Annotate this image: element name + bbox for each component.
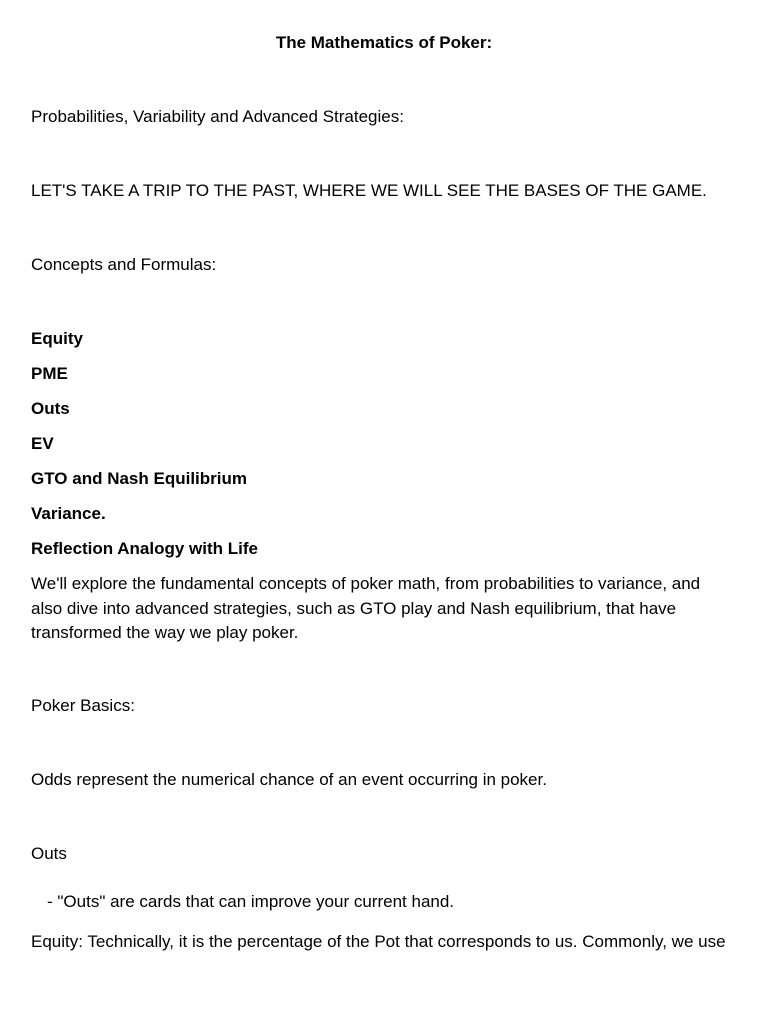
equity-text: Equity: Technically, it is the percentage of the Pot that corresponds to us. Commonly, we use <box>31 932 726 951</box>
basics-heading: Poker Basics: <box>31 696 135 715</box>
concept-item-pme: PME <box>31 364 68 383</box>
intro-caps-line: LET'S TAKE A TRIP TO THE PAST, WHERE WE WILL SEE THE BASES OF THE GAME. <box>31 181 707 200</box>
outs-bullet: - "Outs" are cards that can improve your current hand. <box>47 892 455 911</box>
concept-item-outs: Outs <box>31 399 70 418</box>
outs-heading: Outs <box>31 844 67 863</box>
concept-item-gto-nash: GTO and Nash Equilibrium <box>31 469 247 488</box>
concept-item-equity: Equity <box>31 329 83 348</box>
document-title: The Mathematics of Poker: <box>275 33 493 52</box>
concept-item-reflection: Reflection Analogy with Life <box>31 539 258 558</box>
concept-item-variance: Variance. <box>31 504 106 523</box>
overview-paragraph: We'll explore the fundamental concepts of poker math, from probabilities to variance, and also dive into advanced strategies, such as GTO play and Nash equilibrium, that have transformed the way we play poker. <box>31 574 701 642</box>
document-subtitle: Probabilities, Variability and Advanced Strategies: <box>31 107 404 126</box>
concept-item-ev: EV <box>31 434 54 453</box>
odds-text: Odds represent the numerical chance of an event occurring in poker. <box>31 770 547 789</box>
concepts-heading: Concepts and Formulas: <box>31 255 217 274</box>
